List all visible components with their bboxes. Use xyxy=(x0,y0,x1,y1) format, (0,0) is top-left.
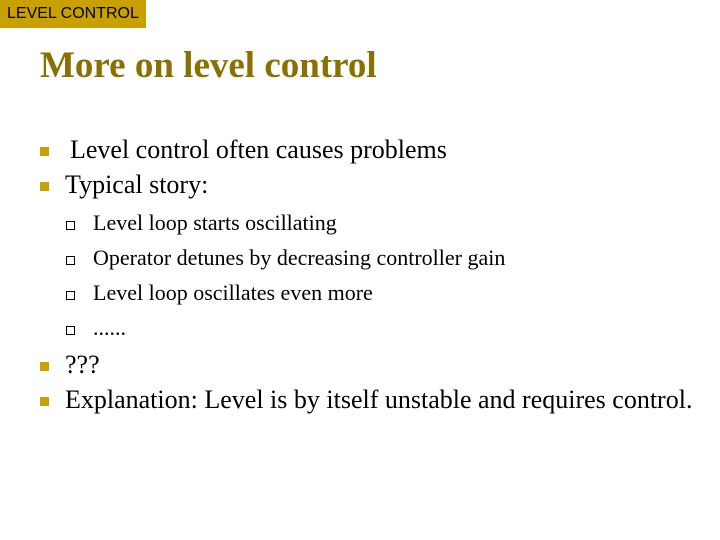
shadow-box-bullet-icon xyxy=(66,291,75,300)
sub-bullet-text: Level loop oscillates even more xyxy=(93,280,373,305)
sub-bullet-item xyxy=(65,312,705,347)
sub-bullet-text: ...... xyxy=(93,315,126,340)
square-bullet-icon xyxy=(40,182,49,191)
sub-bullet-item xyxy=(65,242,705,277)
bullet-item xyxy=(40,132,705,167)
bullet-text: Explanation: Level is by itself unstable and requires control. xyxy=(65,385,693,414)
slide-title: More on level control xyxy=(40,45,377,86)
square-bullet-icon xyxy=(40,362,49,371)
sub-bullet-text: Level loop starts oscillating xyxy=(93,210,337,235)
sub-bullet-list xyxy=(65,207,705,347)
bullet-list xyxy=(40,132,705,417)
shadow-box-bullet-icon xyxy=(66,256,75,265)
sub-bullet-item xyxy=(65,277,705,312)
bullet-item xyxy=(40,167,705,347)
bullet-item xyxy=(40,347,705,382)
section-label: LEVEL CONTROL xyxy=(0,0,146,28)
shadow-box-bullet-icon xyxy=(66,326,75,335)
bullet-text: Level control often causes problems xyxy=(70,135,447,164)
bullet-text: ??? xyxy=(65,350,100,379)
square-bullet-icon xyxy=(40,397,49,406)
sub-bullet-text: Operator detunes by decreasing controller gain xyxy=(93,245,506,270)
bullet-text: Typical story: xyxy=(65,170,209,199)
shadow-box-bullet-icon xyxy=(66,221,75,230)
square-bullet-icon xyxy=(40,147,49,156)
sub-bullet-item xyxy=(65,207,705,242)
bullet-item xyxy=(40,382,705,417)
